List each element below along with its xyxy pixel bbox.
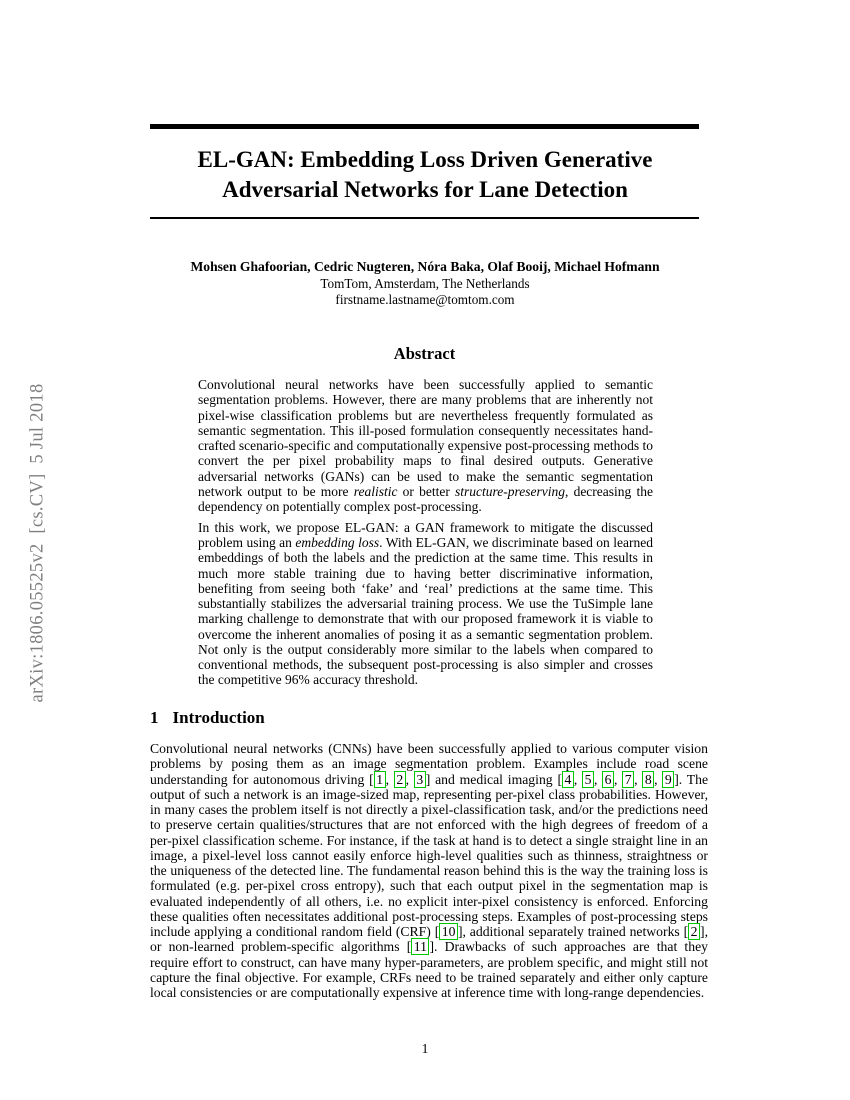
body-text: ] and medical imaging [ [425,771,563,787]
section-title: Introduction [172,708,265,727]
title-bottom-rule [150,217,699,219]
body-text: . With EL-GAN, we discriminate based on learned embeddings of both the labels and the prediction at the same time. This results in much more stable training due to having better discriminative information, benefiting from seeing both ‘fake’ and ‘real’ predictions at the same time. This substantially stabilizes the adversarial training process. We use the TuSimple lane marking challenge to demonstrate that with our proposed framework it is viable to overcome the inherent anomalies of posing it as a semantic segmentation problem. Not only is the output considerably more similar to the labels when compared to conventional methods, the subsequent post-processing is also simpler and crosses the competitive 96% accuracy threshold. [198,535,653,688]
body-text: ]. Drawbacks of such approaches are that they require effort to construct, can have many hyper-parameters, are problem specific, and might still not capture the final objective. For example, CRFs need to be trained separately and either only capture local consistencies or are computationally expensive at inference time with long-range dependencies. [150,939,708,1000]
section-number: 1 [150,708,159,727]
body-text: ]. The output of such a network is an image-sized map, representing per-pixel class probabilities. However, in many cases the problem itself is not directly a pixel-classification task, and/or the predictions need to preserve certain qualities/structures that are not enforced with the high degrees of freedom of a per-pixel classification scheme. For instance, if the task at hand is to detect a single straight line in an image, a pixel-level loss cannot easily enforce high-level qualities such as thinness, straightness or the uniqueness of the detected line. The fundamental reason behind this is the way the training loss is formulated (e.g. per-pixel cross entropy), such that each output pixel in the segmentation map is evaluated independently of all others, i.e. no explicit inter-pixel consistency is enforced. Enforcing these qualities often necessitates additional post-processing steps. Examples of post-processing steps include applying a conditional random field (CRF) [ [150,771,709,939]
body-text: , [593,771,603,787]
emphasized-text: realistic [353,483,398,499]
citation-ref-10[interactable]: 10 [439,923,458,940]
body-text: ], or non-learned problem-specific algorithms [ [150,924,708,955]
body-text: Convolutional neural networks have been successfully applied to semantic segmentation problems. However, there are many problems that are inherently not pixel-wise classification problems but are nevertheless frequently formulated as semantic segmentation. This ill-posed formulation consequently necessitates hand-crafted scenario-specific and computationally expensive post-processing methods to convert the per pixel probability maps to final desired outputs. Generative adversarial networks (GANs) can be used to make the semantic segmentation network output to be more [198,377,653,499]
abstract-paragraph-1 [198,377,653,514]
introduction-paragraph [150,741,708,1000]
body-text: , [573,771,583,787]
emphasized-text: structure-preserving [455,483,565,499]
citation-ref-11[interactable]: 11 [411,938,429,955]
body-text: , [654,771,663,787]
citation-ref-5[interactable]: 5 [582,771,594,788]
body-text: , [405,771,414,787]
citation-ref-9[interactable]: 9 [662,771,674,788]
citation-ref-6[interactable]: 6 [602,771,614,788]
author-names: Mohsen Ghafoorian, Cedric Nugteren, Nóra Baka, Olaf Booij, Michael Hofmann [190,259,660,274]
arxiv-stamp: arXiv:1806.05525v2 [cs.CV] 5 Jul 2018 [27,383,48,703]
emphasized-text: embedding loss [295,535,380,550]
citation-ref-2[interactable]: 2 [394,771,406,788]
citation-ref-4[interactable]: 4 [562,771,574,788]
body-text: In this work, we propose EL-GAN: a GAN framework to mitigate the discussed problem using an [198,519,653,550]
body-text: ], additional separately trained networks [ [457,924,689,939]
section-heading-introduction [150,708,265,728]
citation-ref-2[interactable]: 2 [688,923,700,940]
paper-title-line2: Adversarial Networks for Lane Detection [222,177,628,202]
citation-ref-7[interactable]: 7 [622,771,634,788]
abstract-heading: Abstract [393,344,456,363]
body-text: , [385,771,394,787]
abstract-body [198,377,653,688]
body-text: , [614,771,623,787]
body-text: , decreasing the dependency on potentially complex post-processing. [198,483,653,514]
citation-ref-1[interactable]: 1 [374,771,386,788]
body-text: , [634,771,643,787]
body-text: Convolutional neural networks (CNNs) have been successfully applied to various computer vision problems by posing them as an image segmentation problem. Examples include road scene understanding for autonomous driving [ [150,741,708,787]
paper-title-line1: EL-GAN: Embedding Loss Driven Generative [197,147,653,172]
body-text: or better [397,483,456,499]
author-affiliation: TomTom, Amsterdam, The Netherlands [320,275,530,291]
abstract-paragraph-2 [198,520,653,688]
citation-ref-3[interactable]: 3 [414,771,426,788]
author-email: firstname.lastname@tomtom.com [335,291,515,307]
title-top-rule [150,124,699,129]
page-number: 1 [421,1041,429,1056]
citation-ref-8[interactable]: 8 [642,771,654,788]
paper-title [125,145,725,205]
